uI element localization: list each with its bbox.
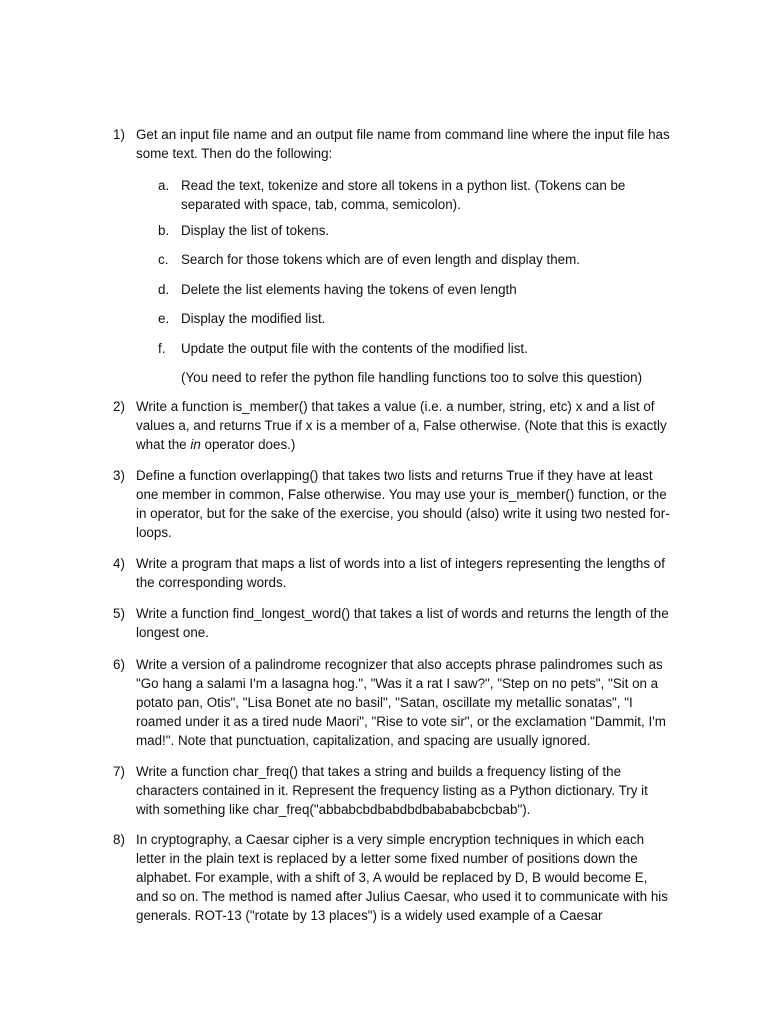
question-note: (You need to refer the python file handling functions too to solve this question)	[181, 370, 643, 385]
question-text-part: Write a function is_member() that takes a value (i.e. a number, string, etc) x and a list of values a, and returns True if x is a member of a, False otherwise. (Note that this is exactly what the	[136, 399, 667, 452]
subitem-letter: a.	[158, 178, 170, 193]
subitem-letter: c.	[158, 252, 169, 267]
question-number: 2)	[113, 399, 125, 414]
question-5	[113, 604, 673, 642]
question-number: 4)	[113, 556, 125, 571]
subitem-d	[158, 280, 658, 299]
question-number: 8)	[113, 832, 125, 847]
question-text: Write a program that maps a list of words into a list of integers representing the lengths of the corresponding words.	[136, 556, 665, 590]
question-number: 5)	[113, 606, 125, 621]
question-text: Write a version of a palindrome recognizer that also accepts phrase palindromes such as "Go hang a salami I'm a lasagna hog.", "Was it a rat I saw?", "Step on no pets", "Sit on a potato pan, Otis", "Lisa Bonet ate no basil", "Satan, oscillate my metallic sonatas", "I roamed under it as a tired nude Maori", "Rise to vote sir", or the exclamation "Dammit, I'm mad!". Note that punctuation, capitalization, and spacing are usually ignored.	[136, 657, 666, 748]
question-number: 6)	[113, 657, 125, 672]
subitem-text: Display the list of tokens.	[181, 223, 330, 238]
subitem-b	[158, 221, 658, 240]
subitem-text: Update the output file with the contents of the modified list.	[181, 341, 528, 356]
question-text: Write a function find_longest_word() that takes a list of words and returns the length of the longest one.	[136, 606, 669, 640]
question-text: Write a function char_freq() that takes a string and builds a frequency listing of the characters contained in it. Represent the frequency listing as a Python dictionary. Try it with something like char_freq("abbabcbdbabdbdbabababcbcbab").	[136, 764, 648, 817]
question-6	[113, 655, 673, 750]
subitem-letter: b.	[158, 223, 170, 238]
subitem-text: Search for those tokens which are of even length and display them.	[181, 252, 580, 267]
question-3	[113, 466, 673, 542]
question-7	[113, 762, 673, 819]
subitem-e	[158, 309, 658, 328]
subitem-f	[158, 339, 658, 358]
question-text: Get an input file name and an output file name from command line where the input file has some text. Then do the following:	[136, 127, 670, 161]
subitem-text: Delete the list elements having the tokens of even length	[181, 282, 517, 297]
subitem-text: Read the text, tokenize and store all tokens in a python list. (Tokens can be separated with space, tab, comma, semicolon).	[181, 178, 626, 212]
question-text	[136, 397, 673, 454]
question-number: 7)	[113, 764, 125, 779]
subitem-letter: d.	[158, 282, 170, 297]
operator-italic: in	[190, 437, 201, 452]
question-text-part: operator does.)	[200, 437, 296, 452]
subitem-a	[158, 176, 658, 214]
subitem-text: Display the modified list.	[181, 311, 326, 326]
question-1	[113, 125, 673, 163]
question-text: In cryptography, a Caesar cipher is a very simple encryption techniques in which each letter in the plain text is replaced by a letter some fixed number of positions down the alphabet. For example, with a shift of 3, A would be replaced by D, B would become E, and so on. The method is named after Julius Caesar, who used it to communicate with his generals. ROT-13 ("rotate by 13 places") is a widely used example of a Caesar	[136, 832, 668, 923]
question-number: 3)	[113, 468, 125, 483]
question-4	[113, 554, 673, 592]
question-text: Define a function overlapping() that takes two lists and returns True if they have at least one member in common, False otherwise. You may use your is_member() function, or the in operator, but for the sake of the exercise, you should (also) write it using two nested for-loops.	[136, 468, 670, 540]
question-8	[113, 830, 673, 925]
subitem-letter: f.	[158, 341, 166, 356]
question-2	[113, 397, 673, 454]
subitem-c	[158, 250, 658, 269]
question-number: 1)	[113, 127, 125, 142]
subitem-letter: e.	[158, 311, 170, 326]
